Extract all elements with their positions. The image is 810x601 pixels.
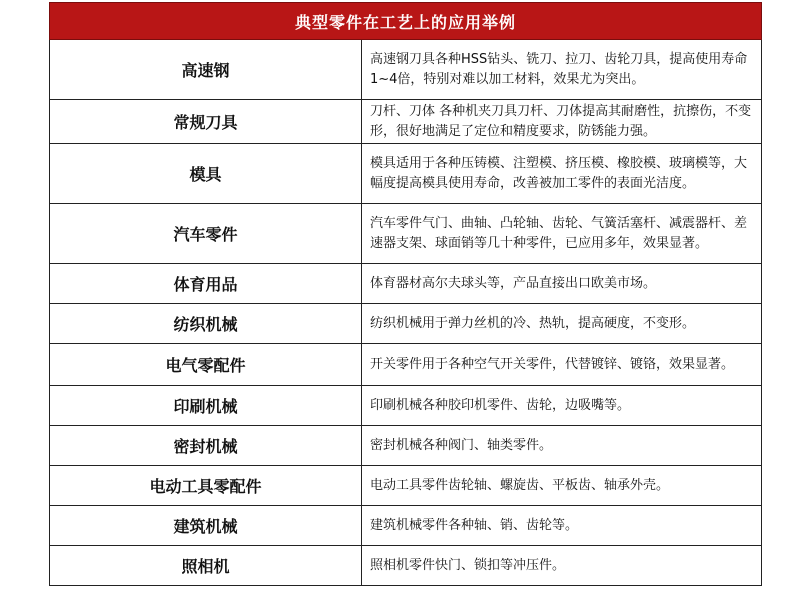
table-row [50, 506, 762, 546]
table-row [50, 546, 762, 586]
table-title: 典型零件在工艺上的应用举例 [50, 3, 762, 40]
table-row [50, 466, 762, 506]
application-table [49, 2, 762, 586]
part-description: 照相机零件快门、锁扣等冲压件。 [362, 546, 762, 586]
part-description: 纺织机械用于弹力丝机的冷、热轨，提高硬度，不变形。 [362, 304, 762, 344]
part-name: 体育用品 [50, 264, 362, 304]
part-name: 建筑机械 [50, 506, 362, 546]
table-row [50, 386, 762, 426]
part-description: 开关零件用于各种空气开关零件，代替镀锌、镀铬，效果显著。 [362, 344, 762, 386]
part-description: 印刷机械各种胶印机零件、齿轮，边吸嘴等。 [362, 386, 762, 426]
part-description: 高速钢刀具各种HSS钻头、铣刀、拉刀、齿轮刀具，提高使用寿命1~4倍，特别对难以加工材料，效果尤为突出。 [362, 40, 762, 100]
part-name: 模具 [50, 144, 362, 204]
table-row [50, 304, 762, 344]
part-description: 汽车零件气门、曲轴、凸轮轴、齿轮、气簧活塞杆、减震器杆、差速器支架、球面销等几十种零件，已应用多年，效果显著。 [362, 204, 762, 264]
part-description: 电动工具零件齿轮轴、螺旋齿、平板齿、轴承外壳。 [362, 466, 762, 506]
part-name: 电气零配件 [50, 344, 362, 386]
table-row [50, 264, 762, 304]
table-row [50, 344, 762, 386]
table-row [50, 144, 762, 204]
part-description: 体育器材高尔夫球头等，产品直接出口欧美市场。 [362, 264, 762, 304]
part-description: 建筑机械零件各种轴、销、齿轮等。 [362, 506, 762, 546]
part-description: 模具适用于各种压铸模、注塑模、挤压模、橡胶模、玻璃模等，大幅度提高模具使用寿命，改善被加工零件的表面光洁度。 [362, 144, 762, 204]
table-row [50, 426, 762, 466]
part-name: 密封机械 [50, 426, 362, 466]
application-table-container [49, 2, 761, 586]
table-row [50, 204, 762, 264]
part-name: 电动工具零配件 [50, 466, 362, 506]
part-name: 高速钢 [50, 40, 362, 100]
part-description: 密封机械各种阀门、轴类零件。 [362, 426, 762, 466]
table-row [50, 40, 762, 100]
part-name: 纺织机械 [50, 304, 362, 344]
table-title-row [50, 3, 762, 40]
part-description: 刀杆、刀体 各种机夹刀具刀杆、刀体提高其耐磨性，抗擦伤，不变形，很好地满足了定位和精度要求，防锈能力强。 [362, 100, 762, 144]
part-name: 照相机 [50, 546, 362, 586]
part-name: 常规刀具 [50, 100, 362, 144]
table-row [50, 100, 762, 144]
part-name: 印刷机械 [50, 386, 362, 426]
part-name: 汽车零件 [50, 204, 362, 264]
